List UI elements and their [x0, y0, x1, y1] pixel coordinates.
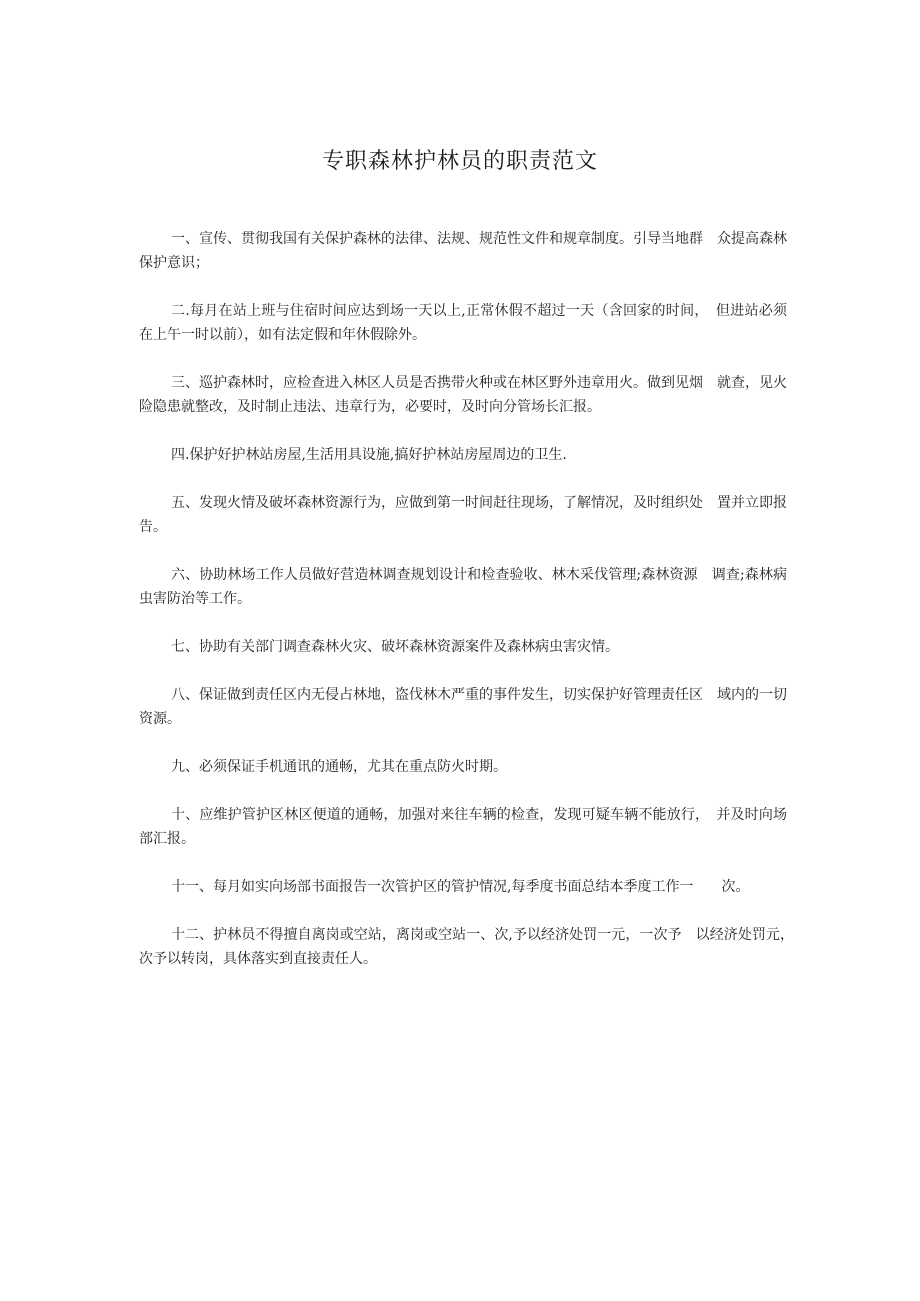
paragraph-9: 九、必须保证手机通讯的通畅，尤其在重点防火时期。	[171, 759, 507, 775]
paragraph-2: 二.每月在站上班与住宿时间应达到场一天以上,正常休假不超过一天（含回家的时间， 但进站必须在上午一时以前），如有法定假和年休假除外。	[139, 303, 787, 343]
paragraph-6: 六、协助林场工作人员做好营造林调查规划设计和检查验收、林木采伐管理;森林资源 调查;森林病虫害防治等工作。	[139, 567, 787, 607]
document-body	[139, 227, 801, 995]
paragraph-5: 五、发现火情及破坏森林资源行为，应做到第一时间赶往现场，了解情况，及时组织处 置并立即报告。	[139, 495, 787, 535]
paragraph-1: 一、宣传、贯彻我国有关保护森林的法律、法规、规范性文件和规章制度。引导当地群 众提高森林保护意识；	[139, 231, 787, 271]
paragraph-8: 八、保证做到责任区内无侵占林地，盗伐林木严重的事件发生，切实保护好管理责任区 域内的一切资源。	[139, 687, 787, 727]
document-title: 专职森林护林员的职责范文	[321, 149, 598, 174]
paragraph-4: 四.保护好护林站房屋,生活用具设施,搞好护林站房屋周边的卫生.	[171, 447, 567, 463]
paragraph-3: 三、巡护森林时，应检查进入林区人员是否携带火种或在林区野外违章用火。做到见烟 就查，见火险隐患就整改，及时制止违法、违章行为，必要时，及时向分管场长汇报。	[139, 375, 787, 415]
paragraph-10: 十、应维护管护区林区便道的通畅，加强对来往车辆的检查，发现可疑车辆不能放行， 并及时向场部汇报。	[139, 807, 787, 847]
paragraph-12: 十二、护林员不得擅自离岗或空站，离岗或空站一、次,予以经济处罚一元，一次予 以经济处罚元， 次予以转岗，具体落实到直接责任人。	[139, 927, 801, 967]
paragraph-7: 七、协助有关部门调查森林火灾、破坏森林资源案件及森林病虫害灾情。	[171, 639, 619, 655]
paragraph-11: 十一、每月如实向场部书面报告一次管护区的管护情况,每季度书面总结本季度工作一 次。	[171, 879, 750, 895]
